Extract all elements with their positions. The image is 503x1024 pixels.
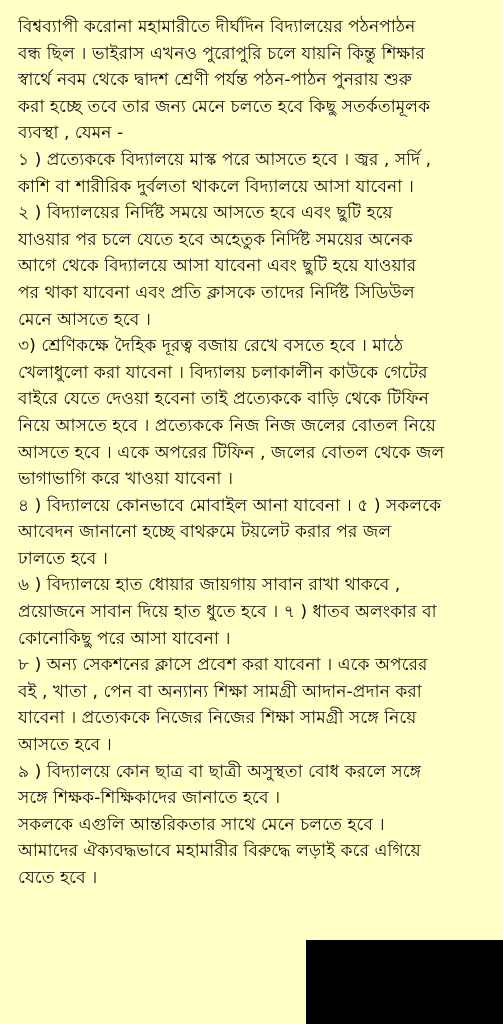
- notice-line: সঙ্গে শিক্ষক-শিক্ষিকাদের জানাতে হবে ।: [18, 788, 281, 809]
- notice-line: খেলাধুলো করা যাবেনা । বিদ্যালয় চলাকালীন কাউকে গেটের: [18, 362, 428, 383]
- notice-line: আসতে হবে । একে অপরের টিফিন , জলের বোতল থেকে জল: [18, 442, 445, 463]
- notice-line: কোনোকিছু পরে আসা যাবেনা ।: [18, 628, 231, 649]
- notice-paragraph: [18, 200, 493, 333]
- notice-line: ভাগাভাগি করে খাওয়া যাবেনা ।: [18, 469, 234, 490]
- notice-line: যাবেনা । প্রত্যেককে নিজের নিজের শিক্ষা সামগ্রী সঙ্গে নিয়ে: [18, 708, 417, 729]
- notice-line: আসতে হবে ।: [18, 735, 112, 756]
- notice-line: ৮ ) অন্য সেকশনের ক্লাসে প্রবেশ করা যাবেনা । একে অপরের: [18, 655, 428, 676]
- notice-line: বিশ্বব্যাপী করোনা মহামারীতে দীর্ঘদিন বিদ্যালয়ের পঠনপাঠন: [18, 17, 416, 37]
- notice-paragraph: [18, 147, 493, 200]
- notice-line: ২ ) বিদ্যালয়ের নির্দিষ্ট সময়ে আসতে হবে এবং ছুটি হয়ে: [18, 203, 393, 224]
- notice-paragraph: [18, 812, 493, 892]
- notice-line: ৪ ) বিদ্যালয়ে কোনভাবে মোবাইল আনা যাবেনা । ৫ ) সকলকে: [18, 495, 442, 516]
- notice-paragraph: [18, 759, 493, 812]
- notice-line: ১ ) প্রত্যেককে বিদ্যালয়ে মাস্ক পরে আসতে হবে । জ্বর , সর্দি ,: [18, 149, 432, 170]
- notice-paragraph: [18, 652, 493, 758]
- notice-line: ব্যবস্থা , যেমন -: [18, 123, 124, 144]
- notice-line: করা হচ্ছে তবে তার জন্য মেনে চলতে হবে কিছু সতর্কতামূলক: [18, 96, 431, 117]
- notice-paragraph: [18, 572, 493, 652]
- notice-line: আগে থেকে বিদ্যালয়ে আসা যাবেনা এবং ছুটি হয়ে যাওয়ার: [18, 256, 417, 277]
- notice-line: যাওয়ার পর চলে যেতে হবে অহেতুক নির্দিষ্ট সময়ের অনেক: [18, 229, 413, 250]
- notice-line: বই , খাতা , পেন বা অন্যান্য শিক্ষা সামগ্রী আদান-প্রদান করা: [18, 681, 422, 702]
- notice-line: বাইরে যেতে দেওয়া হবেনা তাই প্রত্যেককে বাড়ি থেকে টিফিন: [18, 389, 429, 410]
- notice-line: কাশি বা শারীরিক দুর্বলতা থাকলে বিদ্যালয়ে আসা যাবেনা ।: [18, 176, 414, 197]
- notice-line: যেতে হবে ।: [18, 868, 98, 888]
- notice-paragraph: [18, 493, 493, 573]
- notice-line: ৩) শ্রেণিকক্ষে দৈহিক দূরত্ব বজায় রেখে বসতে হবে । মাঠে: [18, 336, 404, 357]
- notice-line: ৬ ) বিদ্যালয়ে হাত ধোয়ার জায়গায় সাবান রাখা থাকবে ,: [18, 575, 401, 596]
- notice-paragraph: [18, 14, 493, 147]
- notice-line: প্রয়োজনে সাবান দিয়ে হাত ধুতে হবে । ৭ ) ধাতব অলংকার বা: [18, 602, 437, 623]
- notice-line: আমাদের ঐক্যবদ্ধভাবে মহামারীর বিরুদ্ধে লড়াই করে এগিয়ে: [18, 841, 421, 862]
- notice-line: আবেদন জানানো হচ্ছে বাথরুমে টয়লেট করার পর জল: [18, 522, 392, 543]
- notice-line: নিয়ে আসতে হবে । প্রত্যেককে নিজ নিজ জলের বোতল নিয়ে: [18, 415, 436, 436]
- notice-line: পর থাকা যাবেনা এবং প্রতি ক্লাসকে তাদের নির্দিষ্ট সিডিউল: [18, 282, 415, 303]
- notice-line: ঢালতে হবে ।: [18, 548, 108, 569]
- notice-line: স্বার্থে নবম থেকে দ্বাদশ শ্রেণী পর্যন্ত পঠন-পাঠন পুনরায় শুরু: [18, 70, 413, 91]
- notice-paragraph: [18, 333, 493, 493]
- black-corner-box: [306, 940, 503, 1024]
- notice-line: ৯ ) বিদ্যালয়ে কোন ছাত্র বা ছাত্রী অসুস্থতা বোধ করলে সঙ্গে: [18, 761, 422, 782]
- notice-line: সকলকে এগুলি আন্তরিকতার সাথে মেনে চলতে হবে ।: [18, 814, 385, 835]
- notice-text: [18, 14, 493, 892]
- notice-line: মেনে আসতে হবে ।: [18, 309, 151, 330]
- notice-line: বন্ধ ছিল । ভাইরাস এখনও পুরোপুরি চলে যায়নি কিন্তু শিক্ষার: [18, 43, 425, 64]
